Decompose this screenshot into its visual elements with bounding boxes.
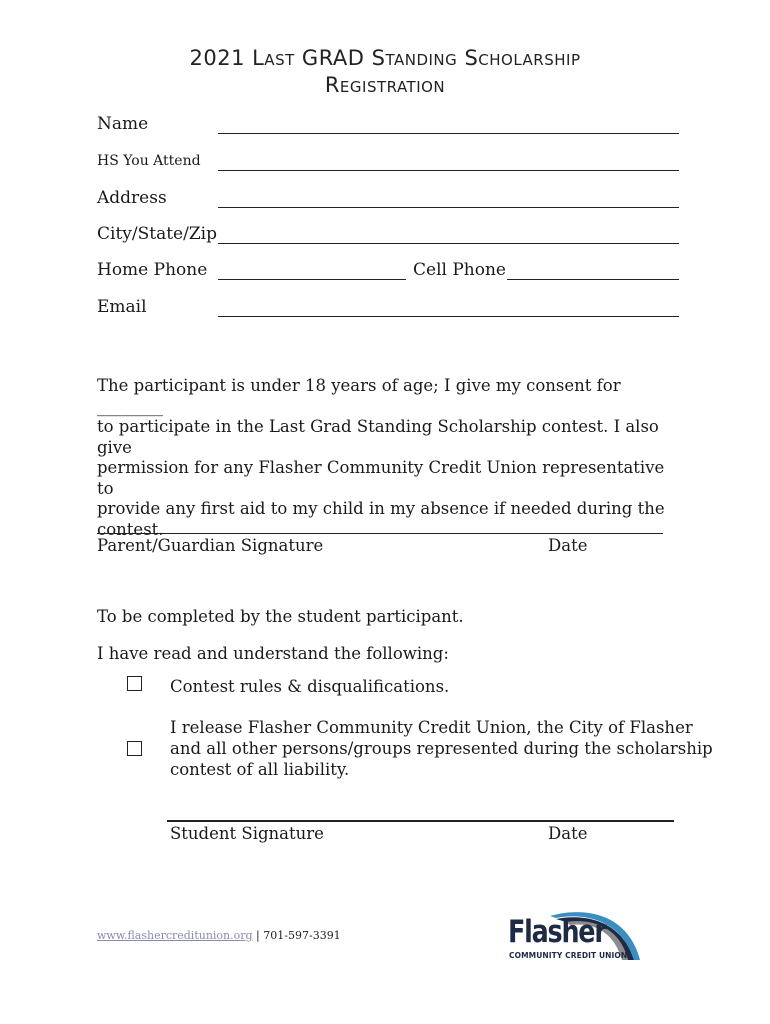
name-label: Name [97,114,149,134]
name-field-line[interactable] [218,133,679,134]
email-field-line[interactable] [218,316,679,317]
form-title-line2: Registration [324,73,446,97]
email-label: Email [97,297,147,317]
city-state-zip-field-line[interactable] [218,243,679,244]
student-signature-label: Student Signature [170,824,324,843]
form-title-line1: 2021 Last GRAD Standing Scholarship [189,46,581,70]
student-date-label: Date [548,824,588,843]
logo-subtitle: COMMUNITY CREDIT UNION [509,951,628,960]
parent-signature-label: Parent/Guardian Signature [97,536,324,555]
consent-line: The participant is under 18 years of age; I give my consent for ________ [97,376,621,416]
address-field-line[interactable] [218,207,679,208]
logo-name: Flasher [508,914,606,950]
liability-text [170,717,713,780]
consent-paragraph [97,376,677,540]
city-state-zip-label: City/State/Zip [97,224,217,244]
parent-signature-line[interactable] [97,533,663,534]
student-signature-line[interactable] [167,820,674,822]
consent-line: provide any first aid to my child in my absence if needed during the [97,499,665,518]
liability-line: I release Flasher Community Credit Union, the City of Flasher [170,718,693,737]
home-phone-label: Home Phone [97,260,208,280]
liability-line: contest of all liability. [170,760,350,779]
cell-phone-field-line[interactable] [507,279,679,280]
footer-contact [97,929,341,942]
student-intro: To be completed by the student participant. [97,607,464,626]
footer-separator: | [252,929,264,942]
consent-line: permission for any Flasher Community Credit Union representative to [97,458,665,498]
flasher-logo [506,910,646,964]
liability-checkbox[interactable] [127,741,142,756]
address-label: Address [97,188,167,208]
phone-number: 701-597-3391 [263,929,341,942]
hs-field-line[interactable] [218,170,679,171]
consent-line: to participate in the Last Grad Standing Scholarship contest. I also give [97,417,659,457]
website-link[interactable]: www.flashercreditunion.org [97,929,253,942]
hs-label: HS You Attend [97,153,201,169]
parent-date-label: Date [548,536,588,555]
consent-line: contest. [97,519,164,539]
liability-line: and all other persons/groups represented during the scholarship [170,739,713,758]
rules-checkbox[interactable] [127,676,142,691]
home-phone-field-line[interactable] [218,279,406,280]
rules-text: Contest rules & disqualifications. [170,677,450,696]
read-understand-text: I have read and understand the following: [97,644,449,663]
cell-phone-label: Cell Phone [413,260,506,280]
